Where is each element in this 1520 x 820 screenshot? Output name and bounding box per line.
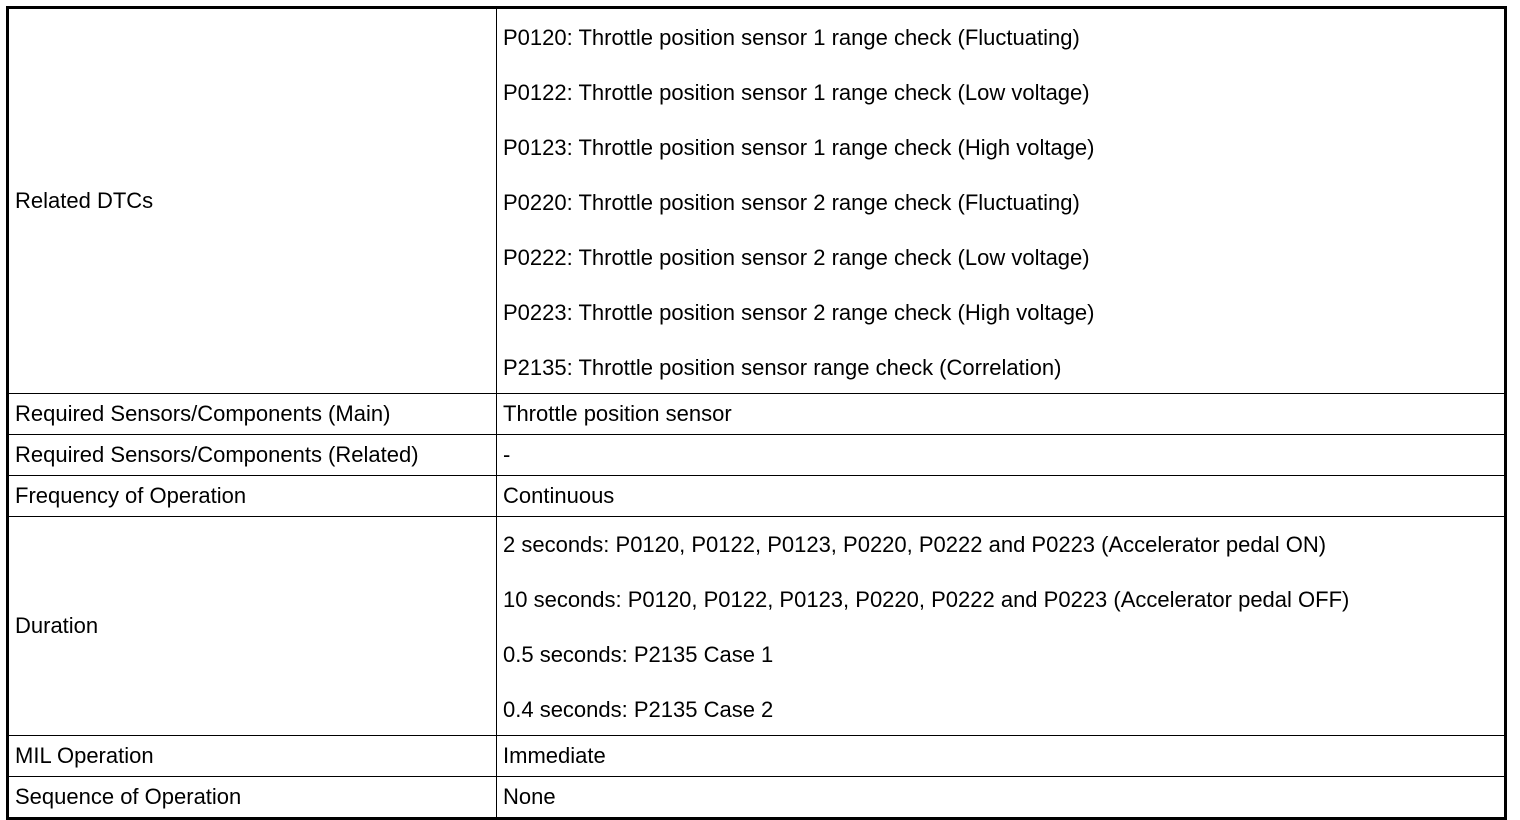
row-label: Duration <box>8 517 497 736</box>
dtc-item: P2135: Throttle position sensor range check (Correlation) <box>503 354 1062 380</box>
table-row-sequence <box>8 777 1506 819</box>
table-row-duration <box>8 517 1506 736</box>
duration-item: 0.4 seconds: P2135 Case 2 <box>503 697 774 722</box>
row-label: Required Sensors/Components (Related) <box>8 435 497 476</box>
row-value: Immediate <box>497 736 1506 777</box>
row-value: None <box>497 777 1506 819</box>
duration-item: 10 seconds: P0120, P0122, P0123, P0220, P0222 and P0223 (Accelerator pedal OFF) <box>503 587 1350 612</box>
table-row-required-main <box>8 394 1506 435</box>
dtc-item: P0123: Throttle position sensor 1 range check (High voltage) <box>503 134 1095 160</box>
duration-item: 2 seconds: P0120, P0122, P0123, P0220, P0222 and P0223 (Accelerator pedal ON) <box>503 532 1327 557</box>
table-row-required-related <box>8 435 1506 476</box>
dtc-item: P0220: Throttle position sensor 2 range check (Fluctuating) <box>503 189 1080 215</box>
row-value <box>497 517 1506 736</box>
row-label: Required Sensors/Components (Main) <box>8 394 497 435</box>
row-label: Sequence of Operation <box>8 777 497 819</box>
row-value: Throttle position sensor <box>497 394 1506 435</box>
table-row-frequency <box>8 476 1506 517</box>
dtc-item: P0122: Throttle position sensor 1 range check (Low voltage) <box>503 79 1090 105</box>
dtc-item: P0120: Throttle position sensor 1 range check (Fluctuating) <box>503 24 1080 50</box>
dtc-item: P0223: Throttle position sensor 2 range check (High voltage) <box>503 299 1095 325</box>
row-label: MIL Operation <box>8 736 497 777</box>
row-label: Related DTCs <box>8 8 497 394</box>
table-row-related-dtcs <box>8 8 1506 394</box>
table-row-mil-operation <box>8 736 1506 777</box>
row-value <box>497 8 1506 394</box>
row-value: Continuous <box>497 476 1506 517</box>
dtc-item: P0222: Throttle position sensor 2 range check (Low voltage) <box>503 244 1090 270</box>
row-label: Frequency of Operation <box>8 476 497 517</box>
monitor-spec-table <box>6 6 1507 820</box>
row-value: - <box>497 435 1506 476</box>
duration-item: 0.5 seconds: P2135 Case 1 <box>503 642 774 667</box>
